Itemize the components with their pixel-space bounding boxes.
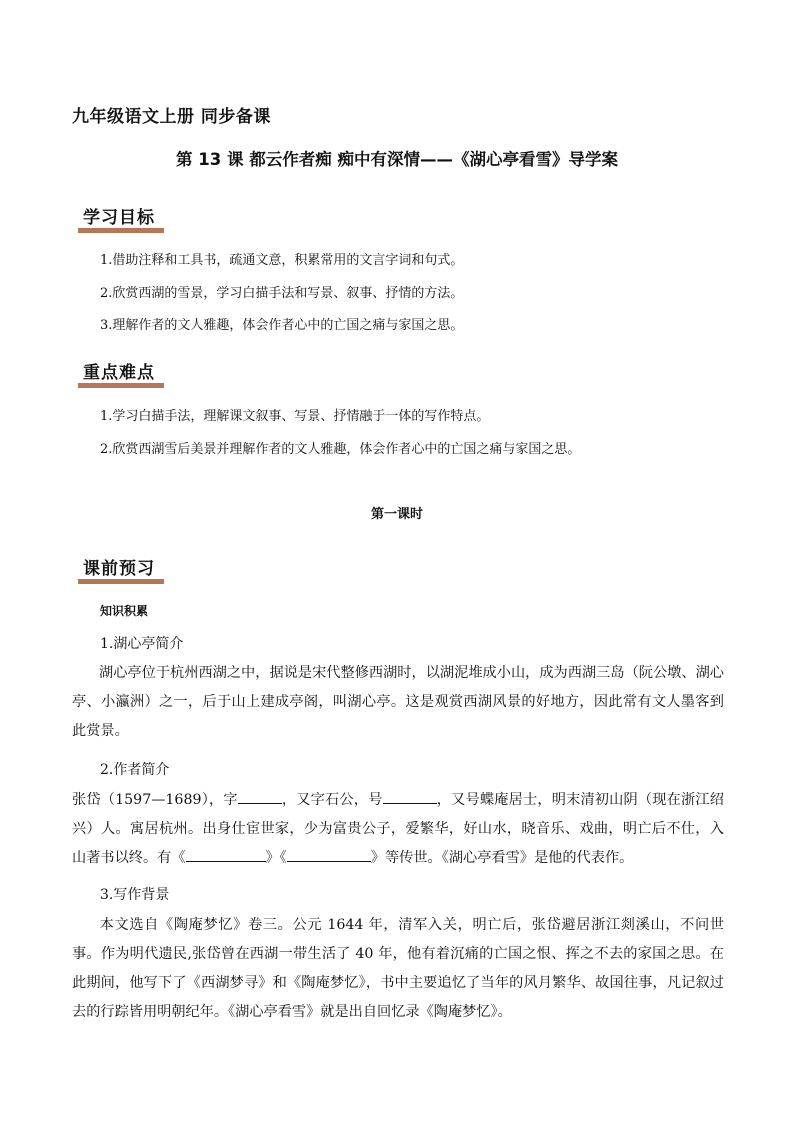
fill-blank[interactable]: [383, 791, 437, 804]
section-heading-label: 课前预习: [83, 559, 155, 579]
section-heading-goals: [78, 203, 164, 233]
paragraph-intro: [72, 659, 724, 746]
lesson-period: 第一课时: [370, 507, 423, 522]
section-title: 3.写作背景: [100, 887, 170, 903]
paragraph-background: [72, 911, 724, 1027]
fill-blank[interactable]: [186, 849, 266, 862]
goal-item: 2.欣赏西湖的雪景，学习白描手法和写景、叙事、抒情的方法。: [100, 286, 464, 301]
course-title: 九年级语文上册 同步备课: [72, 107, 271, 127]
section-title: 1.湖心亭简介: [100, 636, 184, 652]
paragraph-text: 》《: [265, 850, 287, 866]
paragraph-text: ，又字石公，号: [281, 792, 383, 808]
paragraph-text: 张岱（1597—1689），字: [72, 792, 238, 808]
section-title: 2.作者简介: [100, 762, 170, 778]
section-heading-bar: [78, 228, 164, 233]
fill-blank[interactable]: [287, 849, 371, 862]
section-heading-bar: [78, 383, 164, 388]
section-heading-keypoints: [78, 358, 164, 388]
goal-item: 3.理解作者的文人雅趣，体会作者心中的亡国之痛与家国之思。: [100, 318, 464, 333]
fill-blank[interactable]: [238, 791, 282, 804]
section-heading-preview: [78, 554, 164, 584]
keypoint-item: 1.学习白描手法，理解课文叙事、写景、抒情融于一体的写作特点。: [100, 409, 490, 424]
paragraph-text: 本文选自《陶庵梦忆》卷三。公元 1644 年，清军入关，明亡后，张岱避居浙江剡溪山，不问世事。作为明代遗民,张岱曾在西湖一带生活了 40 年，他有着沉痛的亡国之恨、挥之不去的家国之思。在此期间，他写下了《西湖梦寻》和《陶庵梦忆》，书中主要追忆了当年的风月繁华、故国往事，凡记叙过去的行踪皆用明朝纪年。《湖心亭看雪》就是出自回忆录《陶庵梦忆》。: [72, 917, 724, 1020]
section-heading-bar: [78, 579, 164, 584]
lesson-title: 第 13 课 都云作者痴 痴中有深情——《湖心亭看雪》导学案: [176, 150, 618, 169]
section-heading-label: 重点难点: [83, 363, 155, 383]
subheading-knowledge: 知识积累: [100, 604, 149, 618]
section-heading-label: 学习目标: [83, 208, 155, 228]
paragraph-author: [72, 786, 724, 873]
paragraph-text: 》等传世。《湖心亭看雪》是他的代表作。: [370, 850, 634, 866]
keypoint-item: 2.欣赏西湖雪后美景并理解作者的文人雅趣，体会作者心中的亡国之痛与家国之思。: [100, 442, 581, 457]
goal-item: 1.借助注释和工具书，疏通文意，积累常用的文言字词和句式。: [100, 253, 464, 268]
paragraph-text: ，又号蝶庵居士，明末清初山阴（现在浙江绍兴）人。寓居杭州。出身仕宦世家，少为富贵公子，爱繁华，好山水，晓音乐、戏曲，明亡后不仕，入山著书以终。有《: [72, 792, 724, 866]
paragraph-text: 湖心亭位于杭州西湖之中，据说是宋代整修西湖时，以湖泥堆成小山，成为西湖三岛（阮公墩、湖心亭、小瀛洲）之一，后于山上建成亭阁，叫湖心亭。这是观赏西湖风景的好地方，因此常有文人墨客到此赏景。: [72, 665, 724, 739]
